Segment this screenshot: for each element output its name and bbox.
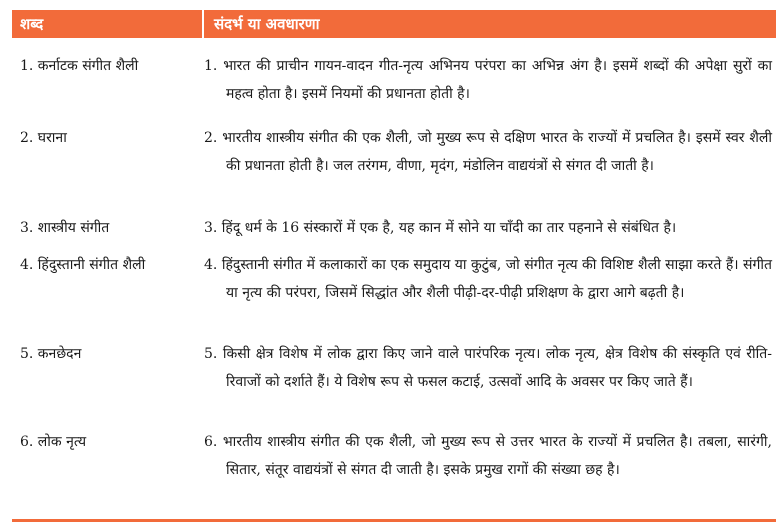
- term-cell: 3. शास्त्रीय संगीत: [20, 220, 110, 236]
- term-cell: 2. घराना: [20, 130, 67, 146]
- reference-cell: 4. हिंदुस्तानी संगीत में कलाकारों का एक समुदाय या कुटुंब, जो संगीत नृत्य की विशिष्ट शैली साझा करते हैं। संगीत या नृत्य की परंपरा, जिसमें सिद्धांत और शैली पीढ़ी-दर-पीढ़ी प्रशिक्षण के द्वारा आगे बढ़ती है।: [204, 257, 772, 301]
- table-row: [12, 251, 776, 307]
- table-header: [12, 10, 776, 38]
- reference-cell: 3. हिंदू धर्म के 16 संस्कारों में एक है, यह कान में सोने या चाँदी का तार पहनाने से संबंधित है।: [204, 220, 677, 236]
- bottom-divider: [12, 519, 776, 522]
- reference-cell: 2. भारतीय शास्त्रीय संगीत की एक शैली, जो मुख्य रूप से दक्षिण भारत के राज्यों में प्रचलित है। इसमें स्वर शैली की प्रधानता होती है। जल तरंगम, वीणा, मृदंग, मंडोलिन वाद्ययंत्रों से संगत दी जाती है।: [204, 130, 772, 174]
- header-reference: संदर्भ या अवधारणा: [214, 15, 320, 33]
- table-row: [12, 124, 776, 180]
- table-row: [12, 52, 776, 108]
- term-cell: 5. कनछेदन: [20, 346, 82, 362]
- matching-table: [12, 10, 776, 478]
- reference-cell: 1. भारत की प्राचीन गायन-वादन गीत-नृत्य अभिनय परंपरा का अभिन्न अंग है। इसमें शब्दों की अपेक्षा सुरों का महत्व होता है। इसमें नियमों की प्रधानता होती है।: [204, 58, 772, 102]
- reference-cell: 5. किसी क्षेत्र विशेष में लोक द्वारा किए जाने वाले पारंपरिक नृत्य। लोक नृत्य, क्षेत्र विशेष की संस्कृति एवं रीति-रिवाजों को दर्शाते हैं। ये विशेष रूप से फसल कटाई, उत्सवों आदि के अवसर पर किए जाते हैं।: [204, 346, 772, 390]
- reference-cell: 6. भारतीय शास्त्रीय संगीत की एक शैली, जो मुख्य रूप से उत्तर भारत के राज्यों में प्रचलित है। तबला, सारंगी, सितार, संतूर वाद्ययंत्रों से संगत दी जाती है। इसके प्रमुख रागों की संख्या छह है।: [204, 434, 772, 478]
- table-row: [12, 428, 776, 484]
- term-cell: 4. हिंदुस्तानी संगीत शैली: [20, 257, 146, 273]
- term-cell: 6. लोक नृत्य: [20, 434, 87, 450]
- header-term: शब्द: [12, 10, 204, 38]
- term-cell: 1. कर्नाटक संगीत शैली: [20, 58, 139, 74]
- table-row: [12, 214, 776, 242]
- table-row: [12, 340, 776, 396]
